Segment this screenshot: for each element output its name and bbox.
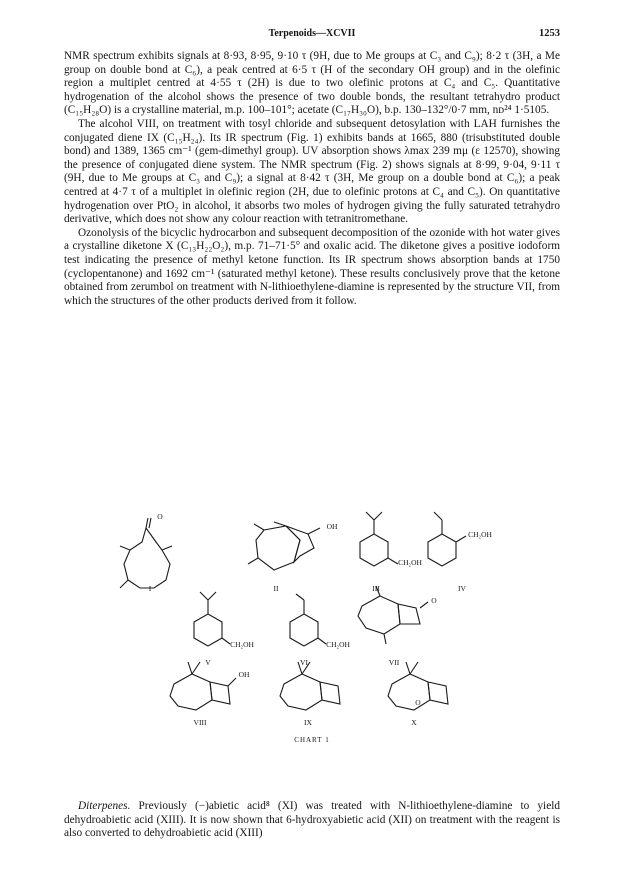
oxo-label-10: O — [415, 698, 421, 707]
structure-label-9: IX — [304, 718, 312, 727]
structure-chart — [64, 508, 560, 778]
page-header — [64, 28, 560, 44]
structure-label-4: IV — [458, 584, 466, 593]
diterpenes-text: Previously (−)abietic acid⁸ (XI) was treated with N-lithioethylene-diamine to yield dehydroabietic acid (XIII). It is now shown that 6-hydroxyabietic acid (XII) on treatment with the reagent is also converted to dehydroabietic acid (XIII) — [64, 800, 560, 840]
paragraph-alcohol-viii: The alcohol VIII, on treatment with tosyl chloride and subsequent detosylation with LAH furnishes the conjugated diene IX (C₁₅H₂₄). Its IR spectrum (Fig. 1) exhibits bands at 1665, 880 (trisubstituted double bond) and 1389, 1365 cm⁻¹ (gem-dimethyl group). UV absorption shows λmax 239 mμ (ε 12570), showing the presence of conjugated diene system. The NMR spectrum (Fig. 2) shows signals at 8·99, 9·04, 9·11 τ (9H, due to Me groups at C₃ and C₉); a signal at 8·42 τ (3H, Me group on a double bond at C₆); a peak centred at 4·7 τ of a multiplet in olefinic region (2H, due to olefinic protons at C₄ and C₅). On quantitative hydrogenation over PtO₂ in alcohol, it absorbs two moles of hydrogen giving the fully saturated tetrahydro derivative, which does not show any colour reaction with tetranitromethane. — [64, 117, 560, 226]
oxo-label-7: O — [431, 596, 437, 605]
structure-label-7: VII — [388, 658, 400, 667]
structure-label-2: II — [273, 584, 279, 593]
structure-label-6: VI — [300, 658, 308, 667]
structure-5 — [194, 592, 230, 646]
chart-caption: CHART 1 — [294, 736, 330, 744]
structure-6 — [290, 594, 326, 646]
structure-label-5: V — [205, 658, 211, 667]
structure-label-1: I — [148, 584, 152, 593]
diterpenes-section — [64, 800, 560, 841]
paragraph-ozonolysis: Ozonolysis of the bicyclic hydrocarbon and subsequent decomposition of the ozonide with hot water gives a crystalline diketone X (C₁₃H₂₂O₂), m.p. 71–71·5° and oxalic acid. The diketone gives a positive iodoform test indicating the presence of methyl ketone function. Its IR spectrum shows absorption bands at 1750 (cyclopentanone) and 1692 cm⁻¹ (saturated methyl ketone). These results conclusively prove that the ketone obtained from zerumbol on treatment with N-lithioethylene-diamine is represented by the structure VII, from which the structures of the other products derived from it follow. — [64, 226, 560, 307]
structure-label-3: III — [372, 584, 380, 593]
ch2oh-label-4: CH₂OH — [468, 530, 492, 539]
structure-1 — [120, 518, 172, 588]
ch2oh-label-5: CH₂OH — [230, 640, 254, 649]
oxo-label-1: O — [157, 512, 163, 521]
oh-label-2: OH — [326, 522, 338, 531]
structure-label-8: VIII — [193, 718, 207, 727]
structure-4 — [428, 512, 466, 566]
structure-9 — [280, 662, 340, 710]
paragraph-diterpenes — [64, 800, 560, 841]
page-number: 1253 — [539, 28, 560, 39]
body-text — [64, 50, 560, 308]
ch2oh-label-6: CH₂OH — [326, 640, 350, 649]
structure-7 — [358, 586, 428, 644]
running-title: Terpenoids—XCVII — [268, 28, 356, 39]
structure-2 — [248, 522, 320, 570]
ch2oh-label-3: CH₂OH — [398, 558, 422, 567]
structure-label-10: X — [411, 718, 417, 727]
oh-label-8: OH — [238, 670, 250, 679]
paragraph-nmr: NMR spectrum exhibits signals at 8·93, 8·95, 9·10 τ (9H, due to Me groups at C₃ and C₉); 8·2 τ (3H, a Me group on double bond at C₆), a peak centred at 6·5 τ (H of the secondary OH group) and in the olefinic region a multiplet centred at 4·55 τ (2H) is due to two olefinic protons at C₄ and C₅. Quantitative hydrogenation of the alcohol shows the presence of two double bonds, the resultant tetrahydro product (C₁₅H₂₈O) is a crystalline material, m.p. 100–101°; acetate (C₁₇H₃₀O), b.p. 130–132°/0·7 mm, nᴅ²⁴ 1·5105. — [64, 50, 560, 117]
section-heading-diterpenes: Diterpenes. — [78, 800, 131, 812]
